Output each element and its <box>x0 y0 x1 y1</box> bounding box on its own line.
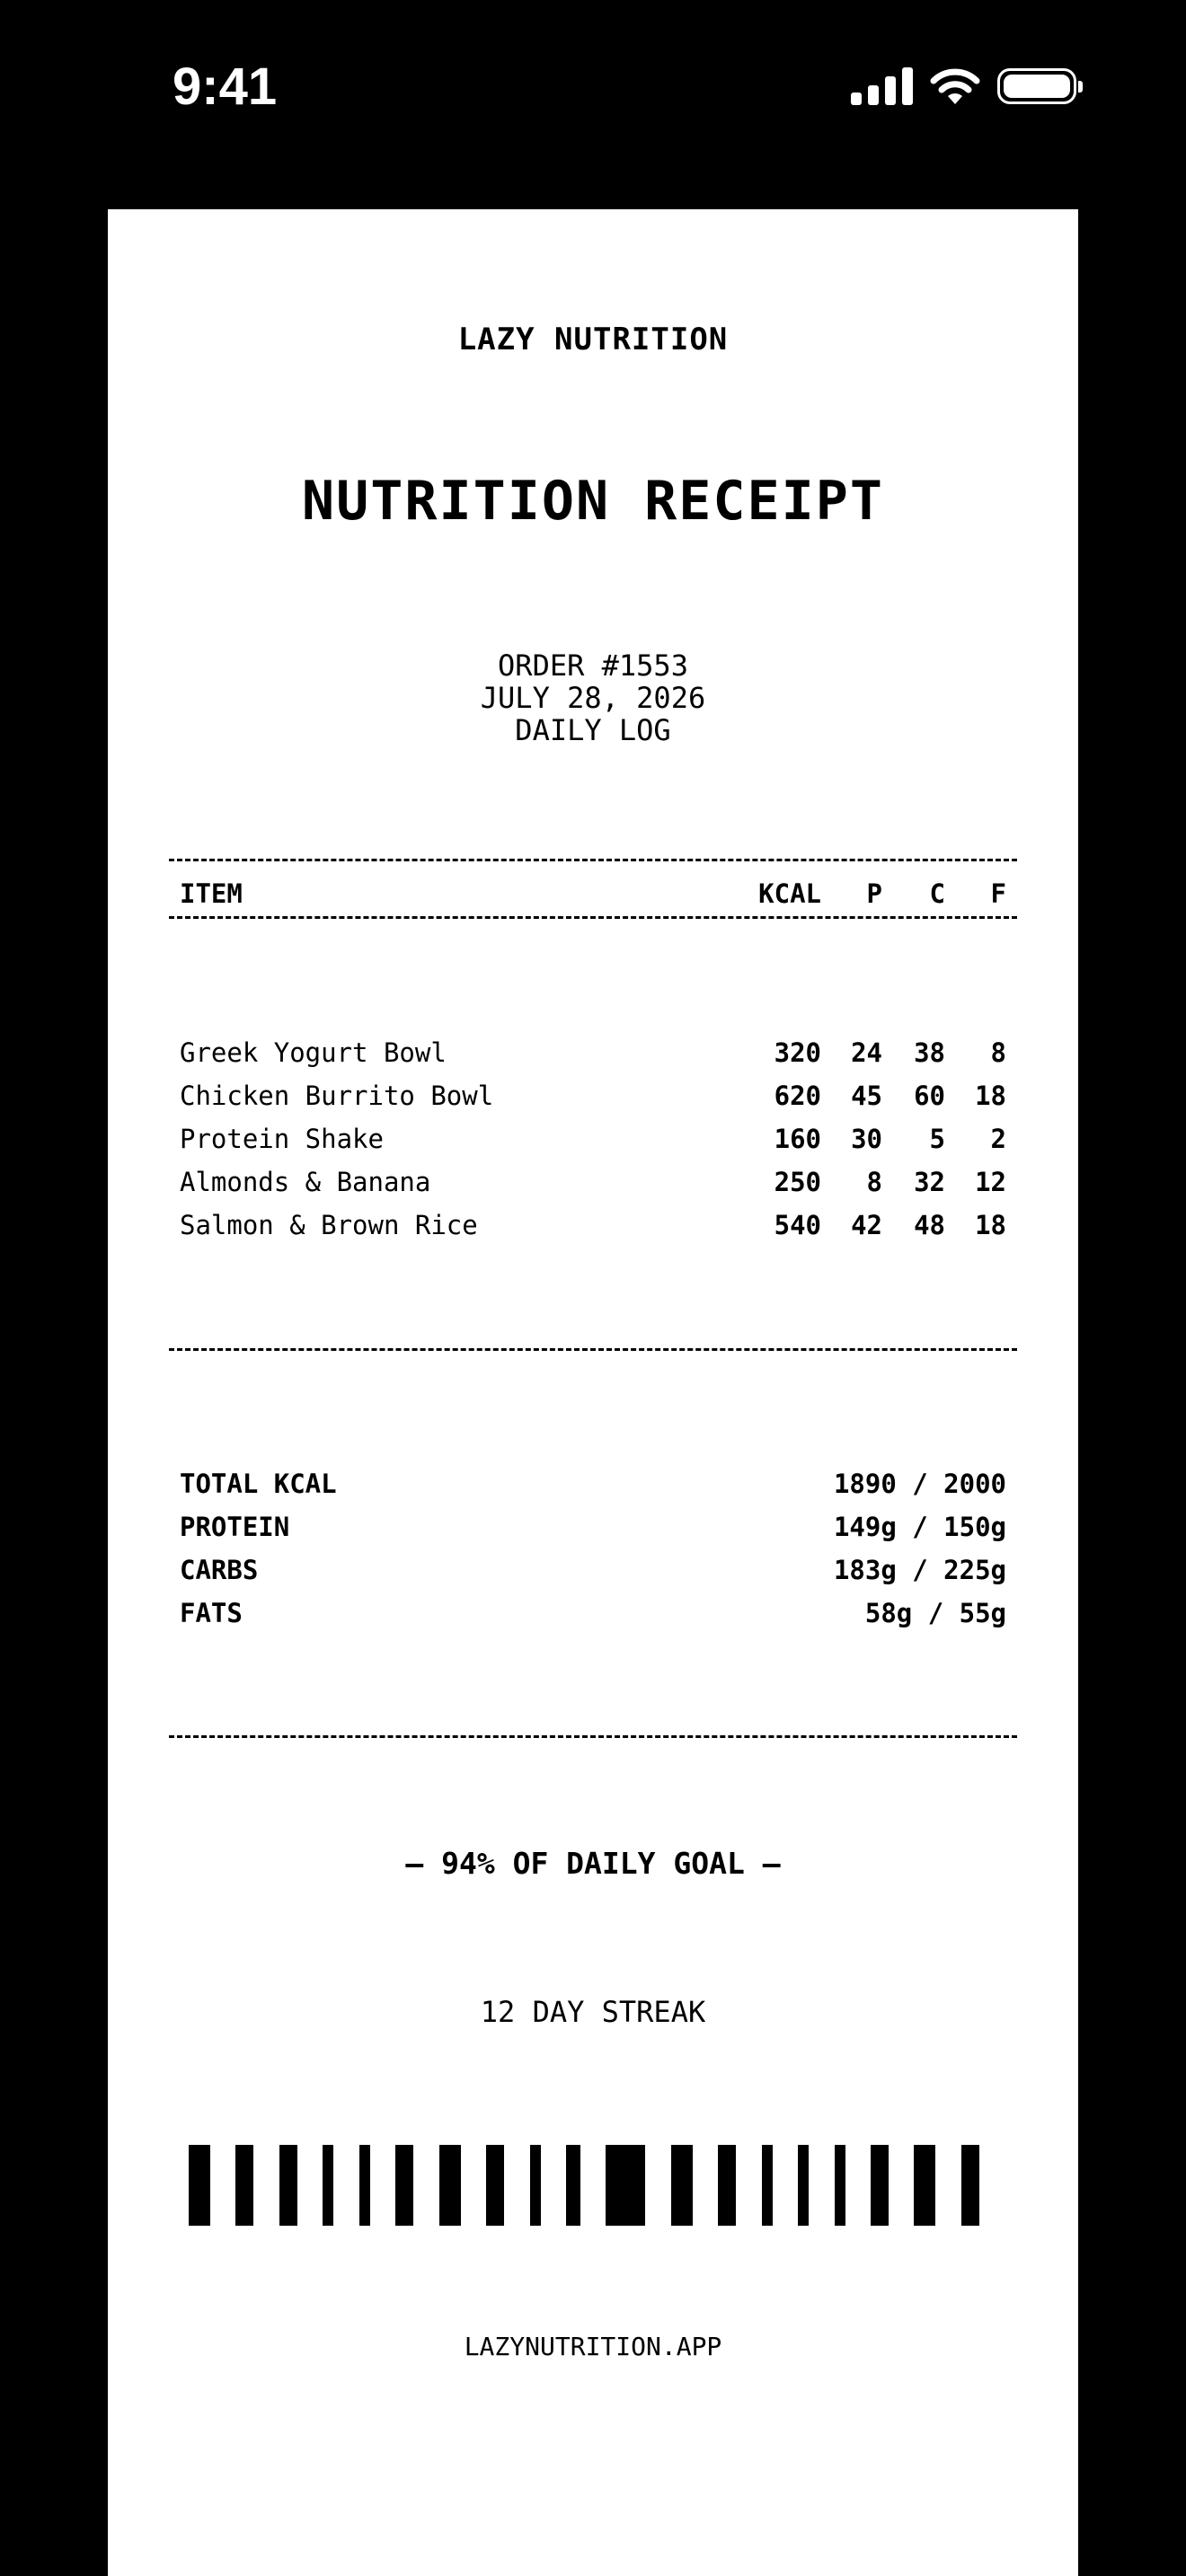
brand-name: LAZY NUTRITION <box>457 322 729 357</box>
table-row <box>180 1117 1006 1160</box>
table-row <box>180 1074 1006 1117</box>
website-link[interactable]: LAZYNUTRITION.APP <box>464 2332 722 2361</box>
total-value: 183g / 225g <box>833 1555 1006 1585</box>
item-fat: 18 <box>975 1081 1006 1111</box>
column-kcal: KCAL <box>758 878 821 909</box>
item-carbs: 38 <box>914 1037 945 1068</box>
column-protein: P <box>866 878 882 909</box>
table-header <box>180 876 1006 912</box>
item-fat: 12 <box>975 1167 1006 1197</box>
column-carbs: C <box>929 878 945 909</box>
total-value: 1890 / 2000 <box>833 1469 1006 1499</box>
item-kcal: 540 <box>774 1210 821 1240</box>
item-fat: 8 <box>990 1037 1006 1068</box>
item-protein: 24 <box>851 1037 882 1068</box>
total-value: 58g / 55g <box>864 1598 1006 1628</box>
total-label: PROTEIN <box>180 1512 290 1542</box>
item-name: Almonds & Banana <box>180 1167 431 1197</box>
daily-goal-summary: — 94% OF DAILY GOAL — <box>405 1846 781 1881</box>
item-carbs: 32 <box>914 1167 945 1197</box>
item-protein: 8 <box>866 1167 882 1197</box>
column-fat: F <box>990 878 1006 909</box>
item-carbs: 5 <box>929 1124 945 1154</box>
item-kcal: 320 <box>774 1037 821 1068</box>
item-kcal: 620 <box>774 1081 821 1111</box>
barcode-icon <box>189 2145 979 2226</box>
status-time: 9:41 <box>173 57 278 116</box>
order-date: JULY 28, 2026 <box>480 681 706 715</box>
item-kcal: 250 <box>774 1167 821 1197</box>
total-label: TOTAL KCAL <box>180 1469 337 1499</box>
cellular-signal-icon <box>851 67 913 105</box>
item-name: Chicken Burrito Bowl <box>180 1081 494 1111</box>
item-name: Protein Shake <box>180 1124 384 1154</box>
item-protein: 42 <box>851 1210 882 1240</box>
log-type: DAILY LOG <box>515 713 671 747</box>
table-row <box>180 1031 1006 1074</box>
totals-section <box>180 1462 1006 1635</box>
order-number: ORDER #1553 <box>498 648 688 683</box>
item-name: Greek Yogurt Bowl <box>180 1037 447 1068</box>
item-carbs: 48 <box>914 1210 945 1240</box>
column-item: ITEM <box>180 878 243 909</box>
divider <box>169 916 1017 919</box>
streak-label: 12 DAY STREAK <box>480 1995 706 2029</box>
divider <box>169 1735 1017 1738</box>
item-carbs: 60 <box>914 1081 945 1111</box>
total-row <box>180 1592 1006 1635</box>
item-fat: 18 <box>975 1210 1006 1240</box>
status-icons <box>851 63 1076 110</box>
divider <box>169 859 1017 861</box>
wifi-icon <box>929 66 981 106</box>
receipt-title: NUTRITION RECEIPT <box>301 470 885 533</box>
total-label: FATS <box>180 1598 243 1628</box>
item-kcal: 160 <box>774 1124 821 1154</box>
item-list <box>180 1031 1006 1247</box>
item-name: Salmon & Brown Rice <box>180 1210 478 1240</box>
divider <box>169 1348 1017 1351</box>
item-fat: 2 <box>990 1124 1006 1154</box>
item-protein: 45 <box>851 1081 882 1111</box>
order-meta <box>108 649 1078 746</box>
total-value: 149g / 150g <box>833 1512 1006 1542</box>
total-row <box>180 1548 1006 1592</box>
total-row <box>180 1462 1006 1505</box>
battery-icon <box>997 68 1076 104</box>
table-row <box>180 1204 1006 1247</box>
total-label: CARBS <box>180 1555 259 1585</box>
total-row <box>180 1505 1006 1548</box>
item-protein: 30 <box>851 1124 882 1154</box>
table-row <box>180 1160 1006 1204</box>
receipt-card <box>108 209 1078 2576</box>
